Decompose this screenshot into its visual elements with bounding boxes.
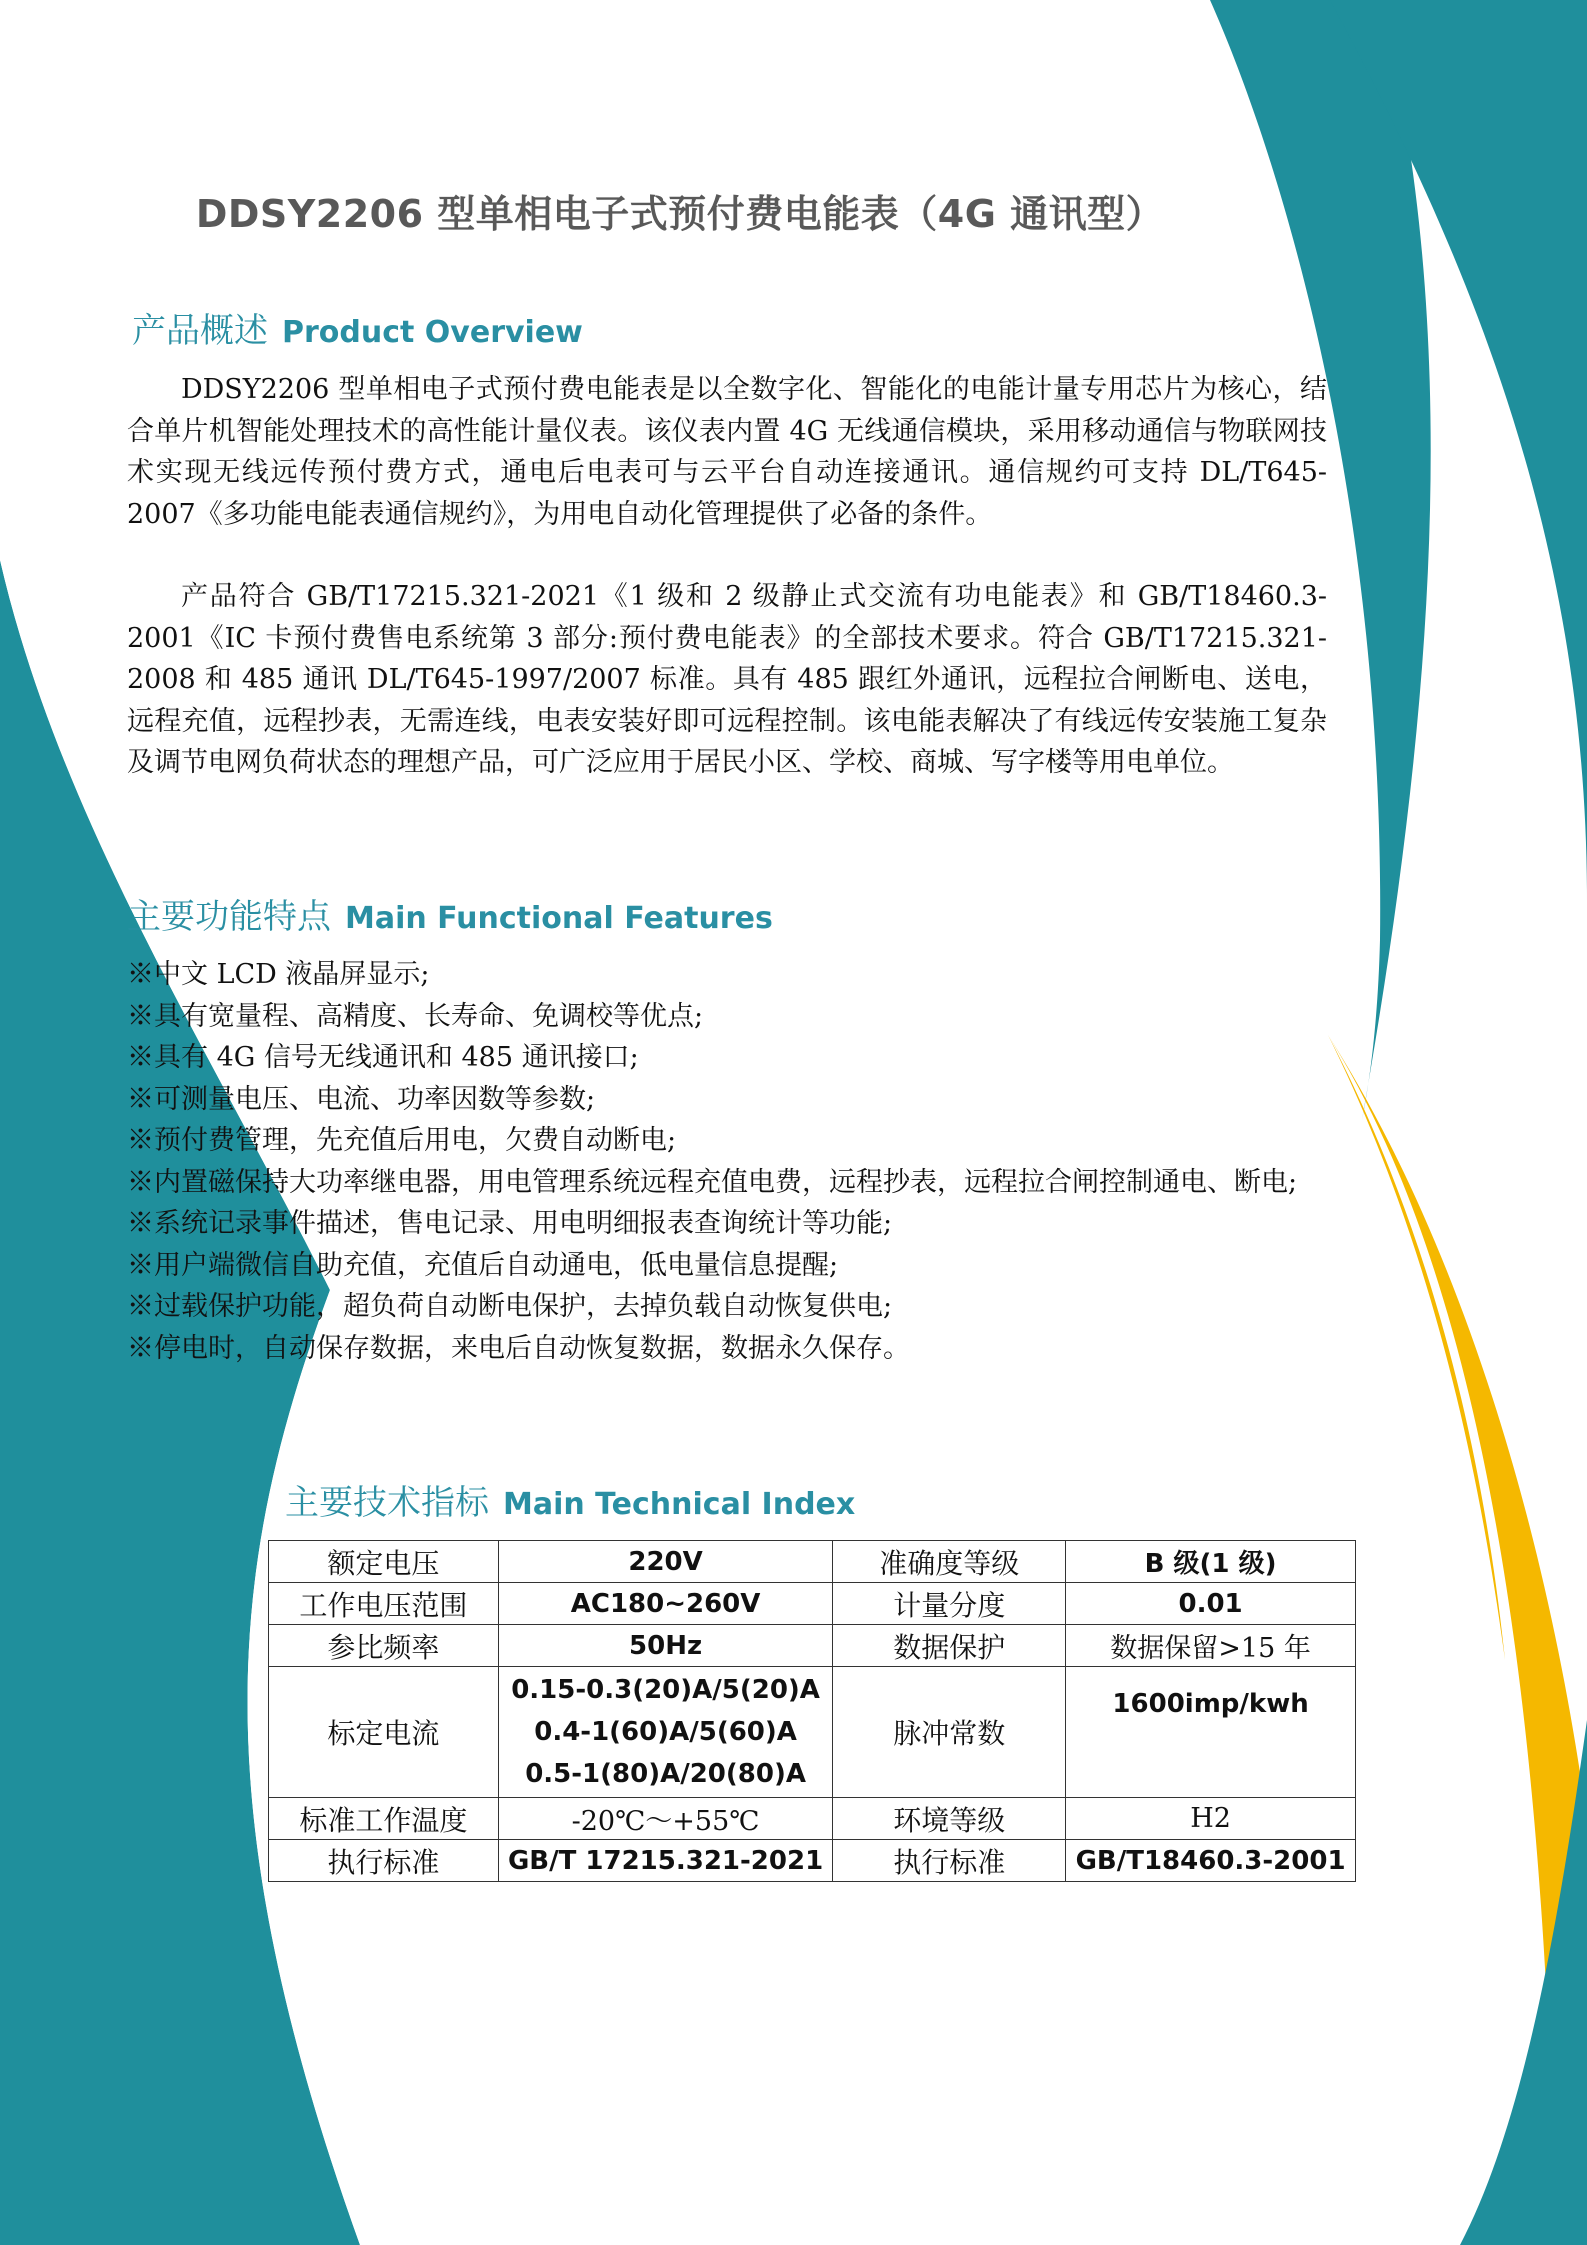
table-row: [269, 1798, 1356, 1840]
tech-heading-en: Main Technical Index: [503, 1487, 856, 1522]
rated-current-line-1: 0.15-0.3(20)A/5(20)A: [511, 1675, 820, 1705]
overview-heading-cn: 产品概述: [132, 311, 268, 351]
spec-label: 参比频率: [269, 1625, 499, 1667]
spec-value: 220V: [498, 1541, 833, 1583]
spec-label: 环境等级: [833, 1798, 1066, 1840]
spec-label: 工作电压范围: [269, 1583, 499, 1625]
table-row: [269, 1840, 1356, 1882]
spec-label: 标准工作温度: [269, 1798, 499, 1840]
rated-current-line-3: 0.5-1(80)A/20(80)A: [525, 1759, 806, 1789]
table-row: [269, 1541, 1356, 1583]
spec-value: -20℃～+55℃: [498, 1798, 833, 1840]
features-heading: [127, 889, 773, 938]
table-row: [269, 1583, 1356, 1625]
tech-heading-cn: 主要技术指标: [285, 1483, 489, 1523]
tech-spec-table: [268, 1540, 1356, 1882]
feature-item: ※中文 LCD 液晶屏显示;: [127, 959, 430, 990]
spec-label: 标定电流: [269, 1667, 499, 1798]
spec-value: 数据保留>15 年: [1066, 1625, 1356, 1667]
spec-value: GB/T 17215.321-2021: [498, 1840, 833, 1882]
spec-value: B 级(1 级): [1066, 1541, 1356, 1583]
spec-label: 计量分度: [833, 1583, 1066, 1625]
feature-item: ※系统记录事件描述，售电记录、用电明细报表查询统计等功能;: [127, 1208, 893, 1239]
features-heading-en: Main Functional Features: [345, 901, 773, 936]
spec-label: 额定电压: [269, 1541, 499, 1583]
spec-value: GB/T18460.3-2001: [1066, 1840, 1356, 1882]
table-row: [269, 1667, 1356, 1798]
feature-item: ※具有 4G 信号无线通讯和 485 通讯接口;: [127, 1042, 639, 1073]
spec-value-multiline: [498, 1667, 833, 1798]
document-title: DDSY2206 型单相电子式预付费电能表（4G 通讯型）: [195, 192, 1165, 236]
overview-heading: [132, 303, 583, 352]
feature-item: ※内置磁保持大功率继电器，用电管理系统远程充值电费，远程抄表，远程拉合闸控制通电、断电;: [127, 1166, 1298, 1198]
feature-item: ※预付费管理，先充值后用电，欠费自动断电;: [127, 1125, 677, 1156]
table-row: [269, 1625, 1356, 1667]
tech-heading: [285, 1475, 855, 1524]
overview-heading-en: Product Overview: [282, 315, 583, 350]
feature-item: ※停电时，自动保存数据，来电后自动恢复数据，数据永久保存。: [127, 1332, 910, 1364]
spec-value: H2: [1066, 1798, 1356, 1840]
features-list: [127, 954, 1332, 1369]
spec-value: AC180~260V: [498, 1583, 833, 1625]
feature-item: ※可测量电压、电流、功率因数等参数;: [127, 1083, 596, 1115]
spec-label: 脉冲常数: [833, 1667, 1066, 1798]
feature-item: ※过载保护功能，超负荷自动断电保护，去掉负载自动恢复供电;: [127, 1291, 893, 1322]
spec-value: 0.01: [1066, 1583, 1356, 1625]
feature-item: ※用户端微信自助充值，充值后自动通电，低电量信息提醒;: [127, 1249, 839, 1281]
overview-paragraph-2: 产品符合 GB/T17215.321-2021《1 级和 2 级静止式交流有功电能表》和 GB/T18460.3-2001《IC 卡预付费售电系统第 3 部分:预付费电能表》的全部技术要求。符合 GB/T17215.321-2008 和 485 通讯 DL/T645-1997/2007 标准。具有 485 跟红外通讯，远程拉合闸断电、送电，远程充值，远程抄表，无需连线，电表安装好即可远程控制。该电能表解决了有线远传安装施工复杂及调节电网负荷状态的理想产品，可广泛应用于居民小区、学校、商城、写字楼等用电单位。: [127, 581, 1327, 778]
spec-label: 执行标准: [269, 1840, 499, 1882]
feature-item: ※具有宽量程、高精度、长寿命、免调校等优点;: [127, 1000, 704, 1032]
spec-value: 1600imp/kwh: [1066, 1667, 1356, 1798]
overview-paragraph-1: DDSY2206 型单相电子式预付费电能表是以全数字化、智能化的电能计量专用芯片为核心，结合单片机智能处理技术的高性能计量仪表。该仪表内置 4G 无线通信模块，采用移动通信与物联网技术实现无线远传预付费方式，通电后电表可与云平台自动连接通讯。通信规约可支持 DL/T645-2007《多功能电能表通信规约》，为用电自动化管理提供了必备的条件。: [127, 374, 1327, 530]
features-heading-cn: 主要功能特点: [127, 897, 331, 937]
rated-current-line-2: 0.4-1(60)A/5(60)A: [534, 1717, 797, 1747]
spec-label: 执行标准: [833, 1840, 1066, 1882]
spec-label: 数据保护: [833, 1625, 1066, 1667]
spec-label: 准确度等级: [833, 1541, 1066, 1583]
spec-value: 50Hz: [498, 1625, 833, 1667]
